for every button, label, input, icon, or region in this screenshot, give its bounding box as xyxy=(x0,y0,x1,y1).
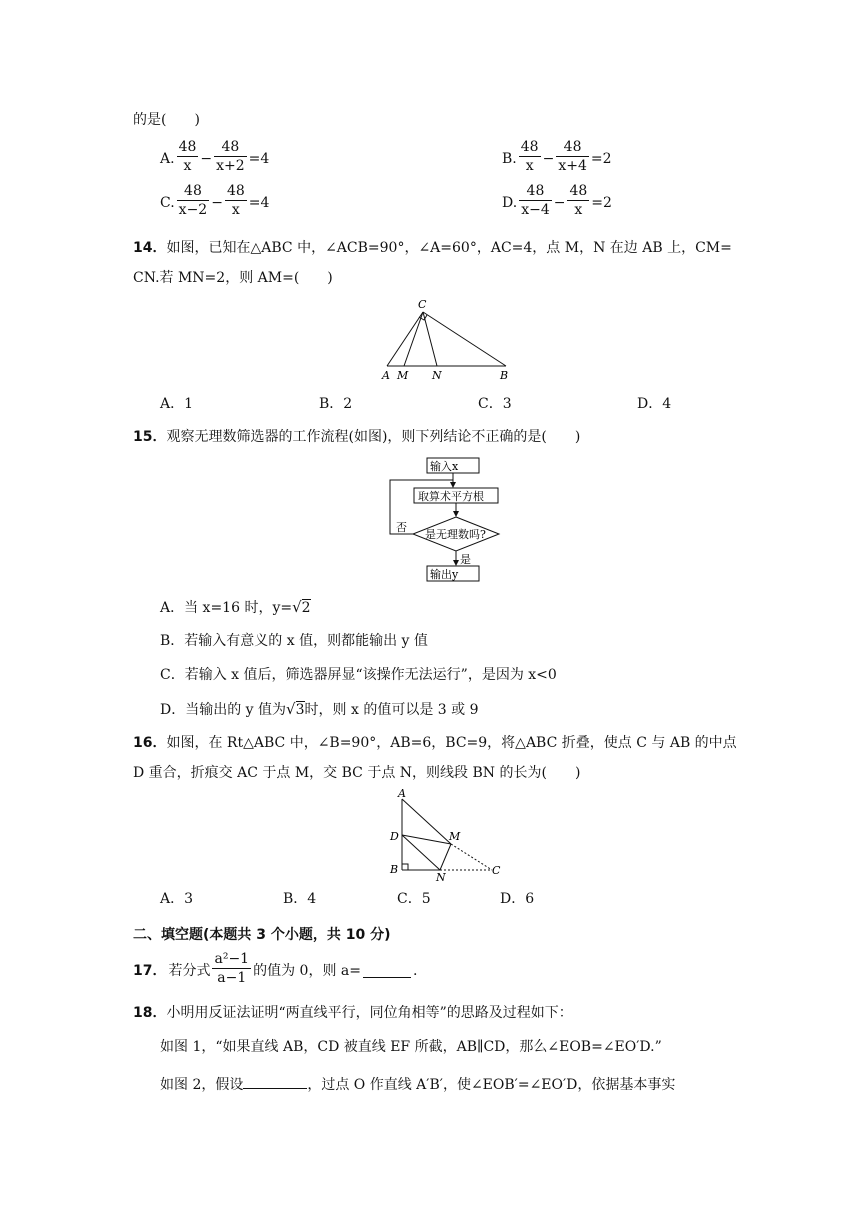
q15-stem: 15．观察无理数筛选器的工作流程(如图)，则下列结论不正确的是( ) xyxy=(133,429,581,445)
fraction: $\frac{48}{x}$ xyxy=(569,183,588,218)
section-heading: 二、填空题(本题共 3 个小题，共 10 分) xyxy=(133,927,391,943)
q16-option-a: A．3 xyxy=(160,891,194,907)
question-number: 17． xyxy=(133,962,167,979)
q18-stem-line3: 如图 2，假设 ，过点 O 作直线 A′B′，使∠EOB′=∠EO′D，依据基本事实 xyxy=(160,1074,675,1092)
point-d-label: D xyxy=(390,830,399,843)
point-n-label: N xyxy=(432,369,442,382)
decision-label: 是无理数吗? xyxy=(425,528,486,541)
q14-stem-line1: 14．如图，已知在△ABC 中，∠ACB=90°，∠A=60°，AC=4，点 M，N 在边 AB 上，CM= xyxy=(133,240,732,256)
vertex-a-label: A xyxy=(382,369,390,382)
q16-option-c: C．5 xyxy=(397,891,431,907)
vertex-a-label: A xyxy=(398,787,406,800)
q14-option-d: D．4 xyxy=(637,396,672,412)
q15-flowchart xyxy=(370,452,520,584)
q16-stem-line2: D 重合，折痕交 AC 于点 M，交 BC 于点 N，则线段 BN 的长为( ) xyxy=(133,765,581,781)
fraction: $\frac{48}{x}$ xyxy=(520,139,539,174)
q16-option-b: B．4 xyxy=(283,891,317,907)
option-label: A. xyxy=(160,150,175,167)
q14-option-b: B．2 xyxy=(319,396,353,412)
q18-stem-line2: 如图 1，“如果直线 AB，CD 被直线 EF 所截，AB∥CD，那么∠EOB=∠EO′D.” xyxy=(160,1039,662,1055)
q13-option-b: B. $\frac{48}{x}$ − $\frac{48}{x+4}$ =2 xyxy=(502,139,612,174)
fraction: $\frac{48}{x-2}$ xyxy=(178,183,208,218)
q15-option-c: C．若输入 x 值后，筛选器屏显“该操作无法运行”，是因为 x<0 xyxy=(160,667,557,683)
option-label: D. xyxy=(502,194,518,211)
question-number: 15． xyxy=(133,429,167,445)
q16-option-d: D．6 xyxy=(500,891,535,907)
vertex-b-label: B xyxy=(500,369,509,382)
answer-blank xyxy=(243,1074,307,1089)
point-n-label: N xyxy=(436,871,446,882)
input-label: 输入x xyxy=(430,460,459,473)
point-m-label: M xyxy=(449,830,461,843)
q15-option-a: A．当 x=16 时，y=√2 xyxy=(160,598,311,616)
question-number: 14． xyxy=(133,240,167,256)
option-label: C. xyxy=(160,194,175,211)
no-label: 否 xyxy=(396,521,407,534)
sqrt-sign: √ xyxy=(292,598,302,616)
vertex-b-label: B xyxy=(390,863,399,876)
q13-stem-tail: 的是( ) xyxy=(133,112,200,128)
question-number: 16． xyxy=(133,735,167,751)
fraction: $\frac{48}{x+2}$ xyxy=(216,139,245,174)
question-number: 18． xyxy=(133,1005,167,1021)
q15-option-b: B．若输入有意义的 x 值，则都能输出 y 值 xyxy=(160,633,428,649)
fraction: $\frac{48}{x+4}$ xyxy=(558,139,587,174)
answer-blank xyxy=(363,963,411,978)
q15-option-d: D．当输出的 y 值为√3时，则 x 的值可以是 3 或 9 xyxy=(160,700,479,718)
q14-triangle-figure xyxy=(376,296,516,384)
output-label: 输出y xyxy=(430,568,459,581)
fraction: $\frac{48}{x-4}$ xyxy=(521,183,550,218)
option-label: B. xyxy=(502,150,517,167)
vertex-c-label: C xyxy=(418,298,427,311)
q13-option-c: C. $\frac{48}{x-2}$ − $\frac{48}{x}$ =4 xyxy=(160,183,270,218)
sqrt-label: 取算术平方根 xyxy=(418,490,484,503)
fraction: $\frac{\text{a²−1}}{a-1}$ xyxy=(214,951,250,986)
fraction: $\frac{48}{x}$ xyxy=(226,183,245,218)
q14-stem-line2: CN.若 MN=2，则 AM=( ) xyxy=(133,270,333,286)
yes-label: 是 xyxy=(460,553,471,566)
q16-triangle-figure xyxy=(384,786,510,882)
fraction: $\frac{48}{x}$ xyxy=(178,139,197,174)
q18-stem-line1: 18．小明用反证法证明“两直线平行，同位角相等”的思路及过程如下： xyxy=(133,1005,573,1021)
sqrt-sign: √ xyxy=(286,700,296,718)
q13-option-d: D. $\frac{48}{x-4}$ − $\frac{48}{x}$ =2 xyxy=(502,183,612,218)
q14-option-a: A．1 xyxy=(160,396,194,412)
vertex-c-label: C xyxy=(492,864,501,877)
point-m-label: M xyxy=(397,369,409,382)
q16-stem-line1: 16．如图，在 Rt△ABC 中，∠B=90°，AB=6，BC=9，将△ABC 折叠，使点 C 与 AB 的中点 xyxy=(133,735,737,751)
q13-option-a: A. $\frac{48}{x}$ − $\frac{48}{x+2}$ =4 xyxy=(160,139,270,174)
q14-option-c: C．3 xyxy=(478,396,512,412)
q17-stem: 17． 若分式 $\frac{\text{a²−1}}{a-1}$ 的值为 0，则 a= . xyxy=(133,951,418,986)
